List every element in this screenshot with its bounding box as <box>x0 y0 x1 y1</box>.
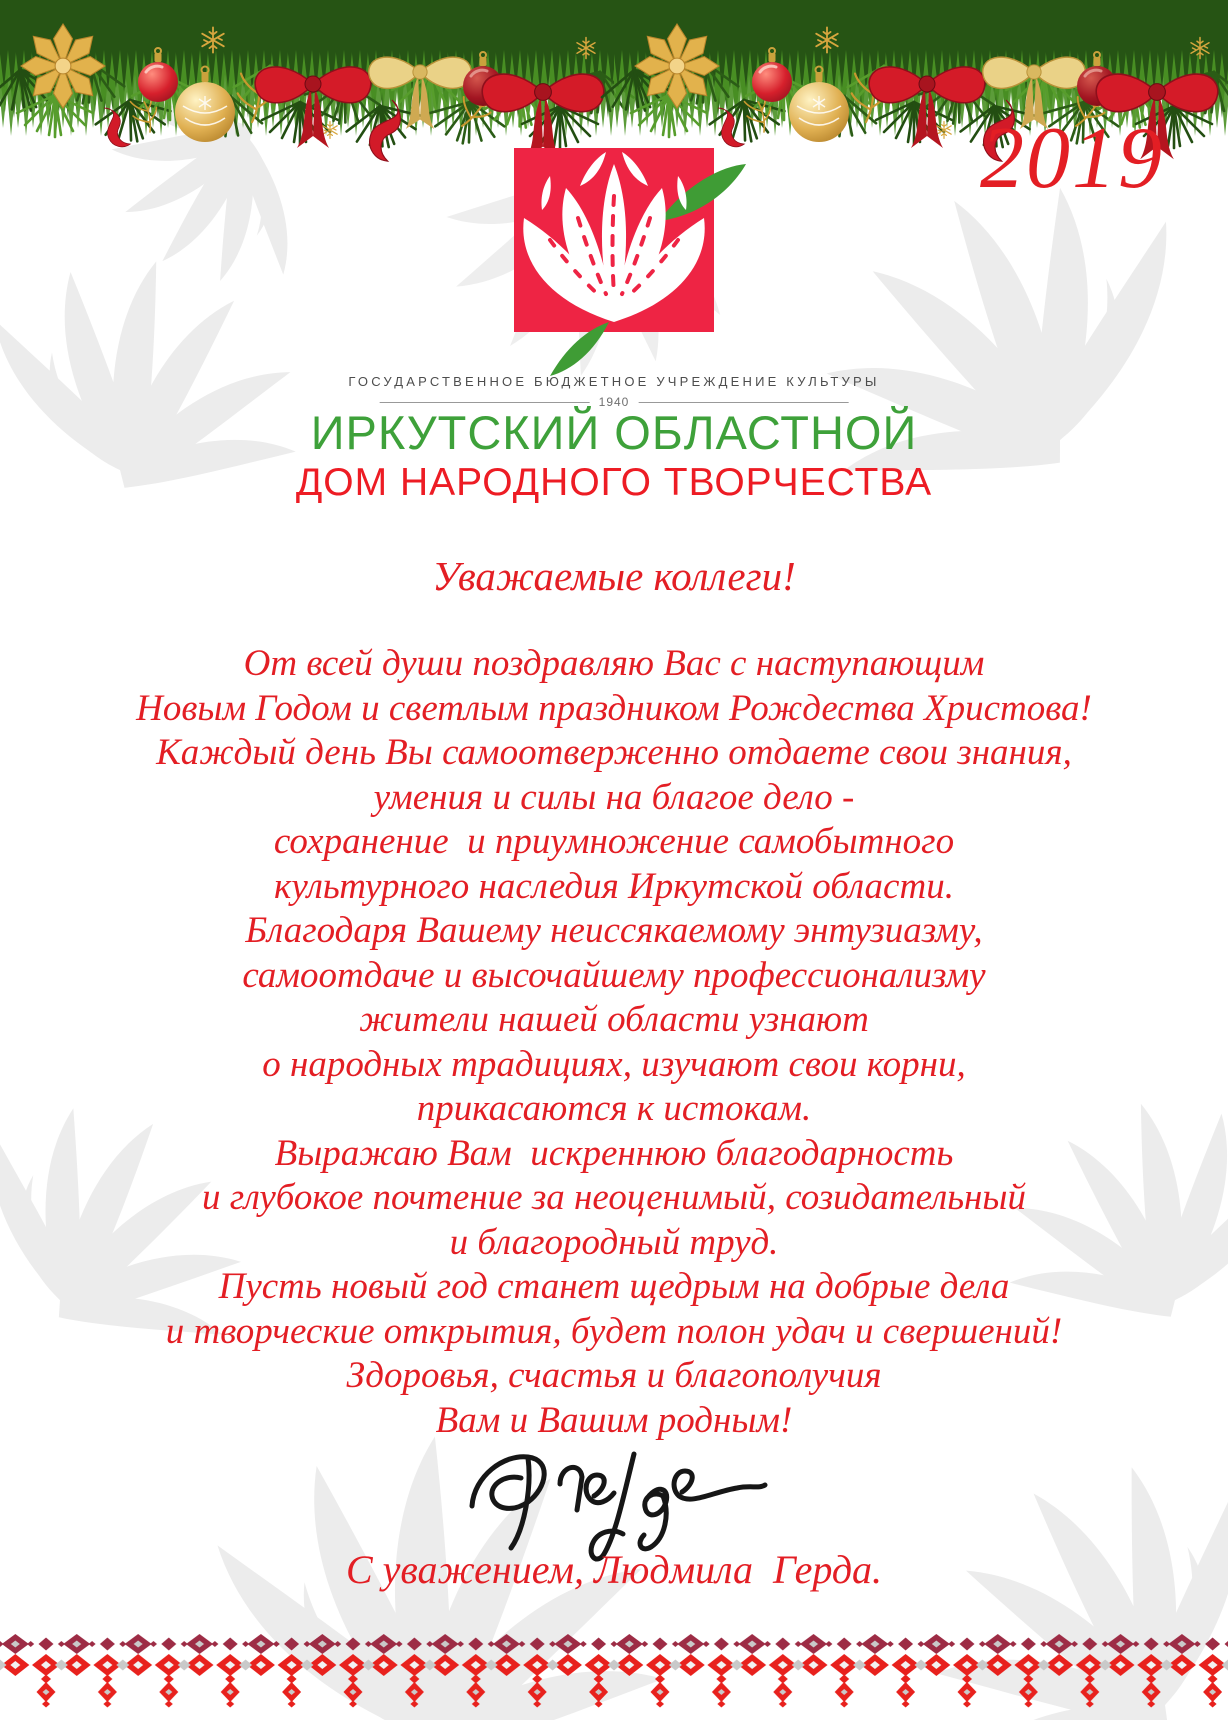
letter-line: Пусть новый год станет щедрым на добрые дела <box>218 1266 1010 1307</box>
letter-line: культурного наследия Иркутской области. <box>274 865 954 907</box>
letter-line: прикасаются к истокам. <box>416 1088 812 1129</box>
letter-line: Выражаю Вам искреннюю благодарность <box>274 1132 954 1174</box>
letter-line: Благодаря Вашему неиссякаемому энтузиазму, <box>245 910 983 951</box>
org-name-line1: ИРКУТСКИЙ ОБЛАСТНОЙ <box>310 406 918 459</box>
embroidery-border <box>0 1632 1228 1710</box>
org-name-line2: ДОМ НАРОДНОГО ТВОРЧЕСТВА <box>295 461 933 504</box>
letter-line: и творческие открытия, будет полон удач и свершений! <box>165 1310 1063 1352</box>
founded-year: 1940 <box>598 395 630 409</box>
org-type-caption: ГОСУДАРСТВЕННОЕ БЮДЖЕТНОЕ УЧРЕЖДЕНИЕ КУЛЬТУРЫ <box>348 374 880 389</box>
letter-line: Новым Годом и светлым праздником Рождества Христова! <box>136 687 1092 729</box>
letter-line: о народных традициях, изучают свои корни, <box>262 1043 966 1085</box>
letter-line: сохранение и приумножение самобытного <box>273 821 955 862</box>
letter-body <box>0 642 1228 1443</box>
signature-icon <box>454 1444 774 1562</box>
letter-line: Вам и Вашим родным! <box>435 1399 793 1441</box>
letter-line: жители нашей области узнают <box>359 999 869 1040</box>
letter-line: От всей души поздравляю Вас с наступающим <box>243 643 985 684</box>
divider-line-left <box>380 402 590 403</box>
folk-flower-logo-icon <box>454 126 774 388</box>
closing-line: С уважением, Людмила Герда. <box>345 1547 883 1592</box>
letter-line: и глубокое почтение за неоценимый, созидательный <box>202 1177 1026 1218</box>
year-2019: 2019 <box>980 110 1164 207</box>
letter-line: самоотдаче и высочайшему профессионализму <box>242 954 986 996</box>
salutation: Уважаемые коллеги! <box>432 553 796 599</box>
letter-line: Каждый день Вы самоотверженно отдаете свои знания, <box>156 732 1072 773</box>
letter-line: и благородный труд. <box>449 1221 779 1263</box>
letter-line: умения и силы на благое дело - <box>373 776 855 818</box>
divider-line-right <box>638 402 848 403</box>
letter-line: Здоровья, счастья и благополучия <box>346 1355 882 1396</box>
